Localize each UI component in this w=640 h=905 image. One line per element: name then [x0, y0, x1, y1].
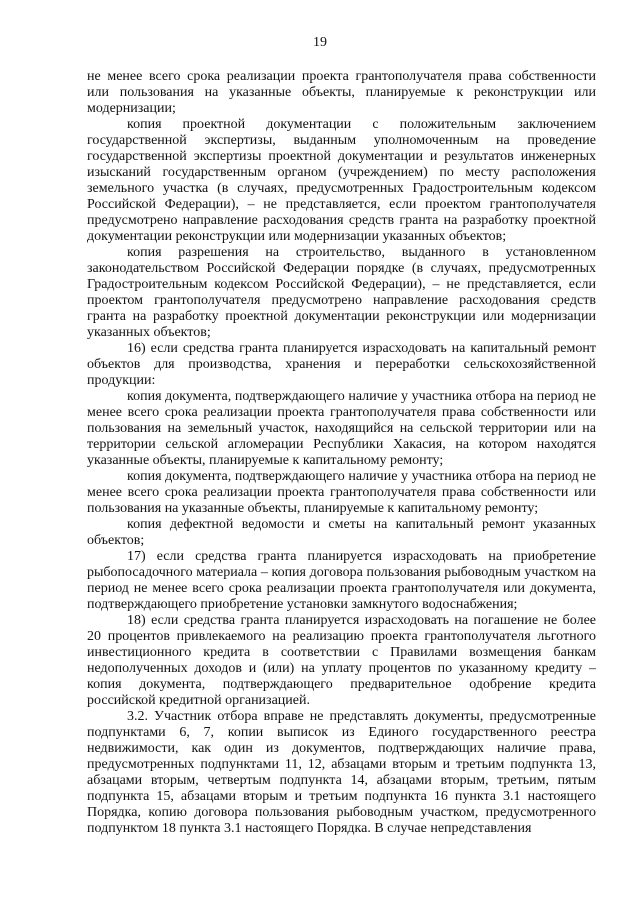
paragraph: копия дефектной ведомости и сметы на капитальный ремонт указанных объектов; [87, 517, 596, 548]
paragraph: копия проектной документации с положительным заключением государственной экспертизы, выданным уполномоченным на проведение государственной экспертизы проектной документации и результатов инженерных изысканий государственным органом (учреждением) по месту расположения земельного участка (в случаях, предусмотренных Градостроительным кодексом Российской Федерации), – не представляется, если проектом грантополучателя предусмотрено направление расходования средств гранта на разработку проектной документации реконструкции или модернизации указанных объектов; [87, 117, 596, 244]
paragraph: копия разрешения на строительство, выданного в установленном законодательством Российской Федерации порядке (в случаях, предусмотренных Градостроительным кодексом Российской Федерации), – не представляется, если проектом грантополучателя предусмотрено направление расходования средств гранта на разработку проектной документации реконструкции или модернизации указанных объектов; [87, 245, 596, 340]
paragraph: 3.2. Участник отбора вправе не представлять документы, предусмотренные подпунктами 6, 7, копии выписок из Единого государственного реестра недвижимости, как один из документов, подтверждающих наличие права, предусмотренных подпунктами 11, 12, абзацами вторым и третьим подпункта 13, абзацами вторым, четвертым подпункта 14, абзацами вторым, третьим, пятым подпункта 15, абзацами вторым и третьим подпункта 16 пункта 3.1 настоящего Порядка, копию договора пользования рыбоводным участком, предусмотренного подпунктом 18 пункта 3.1 настоящего Порядка. В случае непредставления [87, 709, 596, 836]
page-number: 19 [313, 35, 327, 50]
paragraph: не менее всего срока реализации проекта грантополучателя права собственности или пользования на указанные объекты, планируемые к реконструкции или модернизации; [87, 69, 596, 116]
paragraph: 17) если средства гранта планируется израсходовать на приобретение рыбопосадочного материала – копия договора пользования рыбоводным участком на период не менее всего срока реализации проекта грантополучателя или документа, подтверждающего приобретение установки замкнутого водоснабжения; [87, 549, 596, 612]
paragraph: 16) если средства гранта планируется израсходовать на капитальный ремонт объектов для производства, хранения и переработки сельскохозяйственной продукции: [87, 341, 596, 388]
paragraph: 18) если средства гранта планируется израсходовать на погашение не более 20 процентов привлекаемого на реализацию проекта грантополучателя льготного инвестиционного кредита в соответствии с Правилами возмещения банкам недополученных доходов и (или) на уплату процентов по указанному кредиту – копия документа, подтверждающего предварительное одобрение кредита российской кредитной организацией. [87, 613, 596, 708]
paragraph: копия документа, подтверждающего наличие у участника отбора на период не менее всего срока реализации проекта грантополучателя права собственности или пользования на земельный участок, находящийся на сельской территории или на территории сельской агломерации Республики Хакасия, на котором находятся указанные объекты, планируемые к капитальному ремонту; [87, 389, 596, 468]
document-body [87, 69, 596, 837]
paragraph: копия документа, подтверждающего наличие у участника отбора на период не менее всего срока реализации проекта грантополучателя права собственности или пользования на указанные объекты, планируемые к капитальному ремонту; [87, 469, 596, 516]
